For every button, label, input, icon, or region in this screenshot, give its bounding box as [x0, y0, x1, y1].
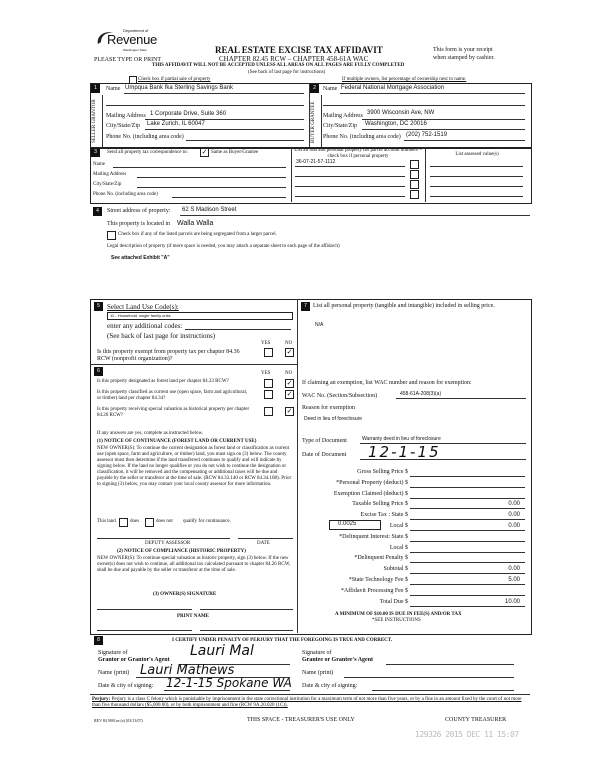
does-label: does: [130, 519, 140, 524]
fee-line-value[interactable]: 0.00: [508, 501, 520, 508]
buyer-mailing-label: Mailing Address: [323, 113, 363, 119]
personal-property-checkbox[interactable]: [410, 180, 419, 189]
wac-label: WAC No. (Section/Subsection): [302, 393, 378, 399]
buyer-phone-label: Phone No. (including area code): [323, 134, 401, 140]
exempt-yes-checkbox[interactable]: [264, 348, 273, 357]
logo-main: Revenue: [107, 32, 157, 47]
grantor-date-city[interactable]: 12-1-15 Spokane WA: [166, 676, 292, 690]
located-label: This property is located in: [107, 221, 170, 227]
fee-line-value[interactable]: 0.00: [508, 512, 520, 519]
wac-value[interactable]: 458-61A-208(3)(a): [400, 391, 442, 397]
exemption-label: If claiming an exemption, list WAC number and reason for exemption:: [302, 380, 472, 386]
grantor-sig-label2: Grantor or Grantor's Agent: [98, 657, 170, 663]
seller-side-label: SELLER GRANTOR: [92, 99, 97, 143]
fee-line-label: Taxable Selling Price $: [352, 501, 408, 508]
buyer-side-label: BUYER GRANTEE: [311, 101, 316, 143]
parcels-header: List all real and personal property tax parcel account numbers – check box if personal property: [294, 148, 422, 159]
see-instructions: *SEE INSTRUCTIONS: [372, 618, 421, 623]
grantee-signature-line[interactable]: [386, 664, 514, 665]
multiple-owners-note: If multiple owners, list percentage of ownership next to name.: [342, 77, 467, 82]
additional-codes-label: enter any additional codes:: [107, 322, 183, 330]
assessed-value-line[interactable]: [430, 176, 523, 177]
personal-property-checkbox[interactable]: [410, 190, 419, 199]
deputy-assessor-label: DEPUTY ASSESSOR: [145, 541, 191, 546]
section-4-badge: 4: [93, 207, 102, 216]
personal-property-checkbox[interactable]: [410, 160, 419, 169]
s6-no-checkbox[interactable]: ✓: [286, 390, 293, 398]
segregated-checkbox[interactable]: [107, 231, 116, 240]
s6-question: Is this property designated as forest land per chapter 84.33 RCW?: [97, 379, 229, 384]
s6-question: Is this property classified as current use (open space, farm and agricultural, or timber) land per chapter 84.34?: [97, 390, 248, 401]
dor-logo: [95, 28, 165, 54]
fee-line-label: *State Technology Fee $: [348, 577, 408, 583]
please-type: PLEASE TYPE OR PRINT: [94, 57, 162, 63]
grantee-name-line[interactable]: [344, 677, 514, 678]
seller-phone-label: Phone No. (including area code): [106, 134, 184, 140]
yes-header-5: YES: [261, 341, 271, 346]
s6-no-checkbox[interactable]: ✓: [286, 407, 293, 415]
logo-sub: Washington State: [123, 48, 147, 52]
certify-statement: I CERTIFY UNDER PENALTY OF PERJURY THAT THE FOREGOING IS TRUE AND CORRECT.: [172, 638, 393, 643]
corr-name-label: Name: [93, 162, 105, 167]
grantor-name-label: Name (print): [98, 670, 130, 676]
receipt-line2: when stamped by cashier.: [433, 55, 495, 61]
personal-property-value[interactable]: N/A: [315, 322, 324, 328]
buyer-mailing[interactable]: 3900 Wisconsin Ave, NW: [367, 110, 435, 116]
located-value[interactable]: Walla Walla: [177, 220, 214, 227]
same-as-buyer-checkbox[interactable]: ✓: [201, 148, 208, 156]
assessed-value-line[interactable]: [430, 166, 523, 167]
grantee-sig-label1: Signature of: [302, 650, 332, 656]
fee-line-label: Local $: [389, 523, 408, 529]
section-6-badge: 6: [94, 367, 103, 376]
no-header-6: NO: [285, 371, 293, 376]
section-8-badge: 8: [94, 636, 103, 645]
buyer-name-label: Name: [323, 86, 338, 92]
buyer-city[interactable]: Washington, DC 20016: [365, 121, 427, 127]
street-label: Street address of property:: [107, 208, 171, 214]
fee-line-label: *Personal Property (deduct) $: [336, 479, 408, 486]
doc-type-label: Type of Document: [302, 438, 347, 444]
seller-city-label: City/State/Zip: [106, 123, 140, 129]
grantor-date-label: Date & city of signing:: [98, 683, 154, 689]
form-warning: THIS AFFIDAVIT WILL NOT BE ACCEPTED UNLESS ALL AREAS ON ALL PAGES ARE FULLY COMPLETED: [152, 63, 405, 68]
form-see-back: (See back of last page for instructions): [248, 70, 326, 75]
does-checkbox[interactable]: [119, 518, 128, 527]
seller-mailing-label: Mailing Address: [106, 113, 146, 119]
fee-line-label: Local $: [389, 544, 408, 551]
grantor-signature[interactable]: Lauri Mal: [190, 643, 254, 659]
section-5-badge: 5: [94, 302, 103, 311]
qualify-label: qualify for continuance.: [183, 519, 231, 524]
rev-number: REV 84 0001ae (a) (03/13/07): [94, 718, 143, 723]
parcel-number[interactable]: 36-07-21-57-1112: [296, 159, 336, 165]
seller-name[interactable]: Umpqua Bank fka Sterling Savings Bank: [125, 85, 234, 91]
grantee-name-label: Name (print): [302, 670, 334, 676]
fee-line-label: *Delinquent Penalty $: [354, 555, 408, 562]
land-use-select[interactable]: 11 - Household, single family units: [107, 312, 293, 320]
grantee-sig-label2: Grantee or Grantee's Agent: [302, 657, 374, 663]
fee-line-label: Total Due $: [379, 598, 408, 605]
treasurer-use: THIS SPACE - TREASURER'S USE ONLY: [247, 717, 355, 723]
date-label: DATE: [257, 541, 270, 546]
seller-city[interactable]: Lake Zurich, IL 60047: [147, 121, 205, 127]
fee-line-value[interactable]: 5.00: [508, 577, 520, 583]
notice1-body: NEW OWNER(S): To continue the current designation as forest land or classification as current use (open space, farm and agriculture, or timber) land, you must sign on (3) below. The county assessor must then determine if the land transferred continues to qualify and will indicate by signing below. If the land no longer qualifies or you do not wish to continue the designation or classification, it will be removed and the compensating or additional taxes will be due and payable by the seller or transferor at the time of sale. (RCW 84.33.140 or RCW 84.34.108). Prior to signing (3) below, you may contact your local county assessor for more information.: [97, 446, 292, 487]
minimum-note: A MINIMUM OF $10.00 IS DUE IN FEE(S) AND/OR TAX: [335, 612, 462, 617]
buyer-name[interactable]: Federal National Mortgage Association: [341, 85, 445, 91]
does-not-label: does not: [156, 519, 173, 524]
section-3-badge: 3: [91, 148, 100, 157]
personal-property-label: List all personal property (tangible and intangible) included in selling price.: [313, 303, 495, 309]
corr-city-label: City/State/Zip: [93, 182, 122, 187]
exempt-question: Is this property exempt from property tax per chapter 84.36 RCW (nonprofit organization)?: [97, 349, 240, 362]
fee-line-value[interactable]: 0.00: [508, 523, 520, 529]
form-title: REAL ESTATE EXCISE TAX AFFIDAVIT: [215, 45, 383, 55]
grantee-date-label: Date & city of signing:: [302, 683, 358, 689]
doc-date-value[interactable]: 12-1-15: [368, 443, 441, 461]
doc-date-label: Date of Document: [302, 452, 347, 458]
seller-mailing[interactable]: 1 Corporate Drive, Suite 360: [150, 111, 227, 117]
seller-name-label: Name: [106, 86, 121, 92]
cashier-stamp: 129326 2015 DEC 11 15:07: [415, 730, 519, 739]
street-address[interactable]: 62 S Madison Street: [182, 207, 237, 213]
fee-line-value[interactable]: 10.00: [504, 598, 520, 605]
owner-print-name-line[interactable]: [97, 630, 192, 631]
logo-top: Department of: [123, 28, 149, 33]
legal-description[interactable]: See attached Exhibit "A": [111, 255, 170, 261]
county-treasurer: COUNTY TREASURER: [445, 717, 507, 723]
assessed-value-line[interactable]: [430, 196, 523, 197]
buyer-city-label: City/State/Zip: [323, 123, 357, 129]
personal-property-checkbox[interactable]: [410, 170, 419, 179]
buyer-phone[interactable]: (202) 752-1519: [406, 132, 448, 138]
notice1-title: (1) NOTICE OF CONTINUANCE (FOREST LAND OR CURRENT USE): [97, 439, 257, 444]
fee-line-label: Gross Selling Price $: [357, 469, 408, 475]
fee-line-label: *Delinquent Interest: State $: [339, 533, 408, 540]
form-chapter: CHAPTER 82.45 RCW – CHAPTER 458-61A WAC: [219, 55, 369, 63]
no-header-5: NO: [285, 341, 293, 346]
print-name-label: PRINT NAME: [177, 614, 209, 619]
same-as-buyer-label: Same as Buyer/Grantee: [211, 150, 259, 155]
fee-line-label: Exemption Claimed (deduct) $: [333, 490, 408, 497]
yes-header-6: YES: [261, 371, 271, 376]
exempt-no-checkbox[interactable]: ✓: [286, 348, 293, 356]
grantee-date-line[interactable]: [372, 690, 514, 691]
owner-signature-label: (3) OWNER(S) SIGNATURE: [153, 592, 217, 597]
local-rate-box[interactable]: 0.0025: [329, 520, 381, 530]
fee-line-label: *Affidavit Processing Fee $: [340, 587, 408, 594]
owner-signature-line[interactable]: [97, 609, 192, 610]
notice2-title: (2) NOTICE OF COMPLIANCE (HISTORIC PROPERTY): [117, 549, 246, 554]
perjury-note: Perjury: Perjury is a class C felony which is punishable by imprisonment in the state correctional institution for a maximum term of not more than five years, or by a fine in an amount fixed by the court of not more than five thousand dollars ($5,000.00), or by both imprisonment and fine (RCW 9A.20.020 (1C)).: [92, 697, 522, 708]
assessed-value-line[interactable]: [430, 186, 523, 187]
does-not-checkbox[interactable]: [145, 518, 154, 527]
fee-line-label: Subtotal $: [383, 566, 408, 573]
s6-yes-checkbox[interactable]: [264, 379, 273, 388]
notice2-body: NEW OWNER(S): To continue special valuation as historic property, sign (3) below. If the new owner(s) does not wish to continue, all additional tax calculated pursuant to chapter 84.26 RCW, shall be due and payable by the seller or transferor at the time of sale.: [97, 556, 291, 573]
s6-yes-checkbox[interactable]: [264, 390, 273, 399]
this-land-label: This land: [97, 519, 116, 524]
legal-label: Legal description of property (if more space is needed, you may attach a separate sheet to each page of the affidavit): [107, 244, 340, 249]
grantor-sig-label1: Signature of: [98, 650, 128, 656]
s6-question: Is this property receiving special valuation as historical property per chapter 84.26 RCW?: [97, 407, 250, 418]
corr-mailing-label: Mailing Address: [93, 172, 127, 177]
correspondence-label: Send all property tax correspondence to:: [107, 150, 188, 155]
s6-no-checkbox[interactable]: ✓: [286, 379, 293, 387]
fee-line-value[interactable]: 0.00: [508, 566, 520, 573]
doc-type-value[interactable]: Warranty deed in lieu of foreclosure: [362, 436, 441, 442]
land-use-see-back: (See back of last page for instructions): [107, 332, 216, 340]
s6-yes-checkbox[interactable]: [264, 407, 273, 416]
if-yes-note: If any answers are yes, complete as instructed below.: [97, 431, 204, 436]
reason-label: Reason for exemption: [302, 405, 355, 411]
corr-phone-label: Phone No. (including area code): [93, 192, 158, 197]
fee-line-label: Excise Tax : State $: [360, 512, 408, 519]
section-7-badge: 7: [301, 302, 310, 311]
segregated-label: Check box if any of the listed parcels are being segregated from a larger parcel.: [118, 232, 277, 237]
section-2-badge: 2: [310, 84, 319, 93]
section-1-badge: 1: [91, 84, 100, 93]
assessed-header: List assessed value(s): [455, 152, 499, 157]
partial-sale-label: Check box if partial sale of property: [138, 77, 211, 82]
grantor-name[interactable]: Lauri Mathews: [140, 663, 235, 678]
reason-value[interactable]: Deed in lieu of foreclosure: [304, 416, 363, 422]
receipt-line1: This form is your receipt: [433, 47, 493, 53]
land-use-label: Select Land Use Code(s):: [107, 303, 179, 311]
